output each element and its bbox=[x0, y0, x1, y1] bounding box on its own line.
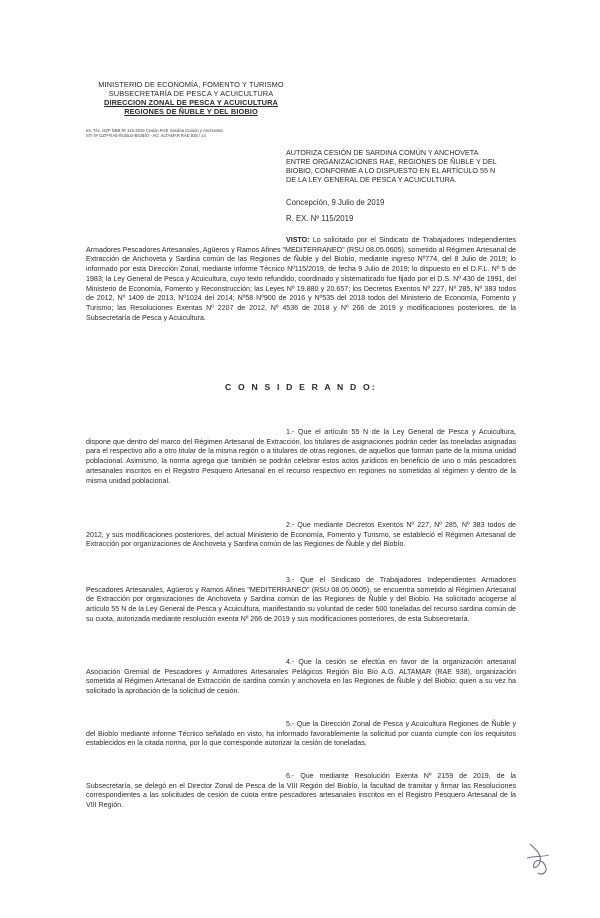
visto-label: VISTO: bbox=[286, 236, 310, 244]
visto-text: Lo solicitado por el Sindicato de Trabajadores Independientes Armadores Pescadores Artesanales, Agüeros y Ramos Afines "MEDITERRANEO" (RSU 08.05.0605), sometido al Régimen Artesanal de Extracción de Anchoveta y Sardina común de las Regiones de Ñuble y del Biobío, mediante ingreso Nº774, del 8 Julio de 2019; lo informado por esta Dirección Zonal, mediante informe Técnico Nº115/2019, de fecha 9 Julio de 2019; lo dispuesto en el D.F.L. Nº 5 de 1983; la Ley General de Pesca y Acuicultura, cuyo texto refundido, coordinado y sistematizado fue fijado por el D.S. Nº 430 de 1991, del Ministerio de Economía, Fomento y Reconstrucción; las Leyes Nº 19.880 y 20.657; los Decretos Exentos Nº 227, Nº 285, Nº 383 todos de 2012, Nº 1409 de 2013, Nº1024 del 2014; Nº58 Nº900 de 2016 y Nº535 del 2018 todos del Ministerio de Economía, Fomento y Turismo; las Resoluciones Exentas Nº 2207 de 2012, Nº 4536 de 2018 y Nº 266 de 2019 y modificaciones posteriores, de la Subsecretaría de Pesca y Acuicultura. bbox=[86, 236, 516, 322]
considerando-item-1: 1.- Que el artículo 55 N de la Ley General de Pesca y Acuicultura, dispone que dentro del marco del Régimen Artesanal de Extracción, los titulares de asignaciones podrán ceder las toneladas asignadas para el respectivo año a otro titular de la misma región o a titulares de otras regiones, de aquellos que forman parte de la misma unidad poblacional. Asimismo, la norma agrega que también se podrán celebrar estos actos jurídicos en beneficio de uno o más pescadores artesanales inscritos en el Registro Pesquero Artesanal en el recurso respectivo en regiones no sometidas al régimen y dentro de la misma unidad poblacional. bbox=[86, 428, 516, 485]
considerando-item-6: 6.- Que mediante Resolución Exenta Nº 2159 de 2019, de la Subsecretaría, se delegó en el Director Zonal de Pesca de la VIII Región del Biobío, la facultad de tramitar y firmar las Resoluciones correspondientes a las solicitudes de cesión de cuota entre pescadores artesanales inscritos en el Registro Pesquero Artesanal de la VIII Región. bbox=[86, 772, 516, 810]
considerando-item-3: 3.- Que el Sindicato de Trabajadores Independientes Armadores Pescadores Artesanales, Agüeros y Ramos Afines "MEDITERRANEO" (RSU 08.05.0605), se encuentra sometido al Régimen Artesanal de Extracción por organizaciones de Anchoveta y Sardina común de las Regiones de Ñuble y del Biobío. Ha solicitado acogerse al artículo 55 N de la Ley General de Pesca y Acuicultura, manifestando su voluntad de ceder 500 toneladas del recurso sardina común de su cuota, autorizada mediante resolución exenta Nº 266 de 2019 y sus modificaciones posteriores, de esta Subsecretaría. bbox=[86, 576, 516, 623]
meta-line-1: Int. Téc. DZP ÑBB Nº 115-2019 Cesión RAE Sardina Común y Anchoveta bbox=[86, 128, 223, 133]
ministry-line: MINISTERIO DE ECONOMÍA, FOMENTO Y TURISMO bbox=[98, 80, 284, 89]
subsecretariat-line: SUBSECRETARÍA DE PESCA Y ACUICULTURA bbox=[108, 89, 274, 98]
resolution-subject: AUTORIZA CESIÓN DE SARDINA COMÚN Y ANCHOVETA ENTRE ORGANIZACIONES RAE, REGIONES DE ÑUBLE Y DEL BIOBIO, CONFORME A LO DISPUESTO EN EL ARTÍCULO 55 N DE LA LEY GENERAL DE PESCA Y ACUICULTURA. bbox=[286, 148, 497, 184]
considerando-item-4: 4.- Que la cesión se efectúa en favor de la organización artesanal Asociación Gremial de Pescadores y Armadores Artesanales Pelágicos Región Bío Bío A.G. ALTAMAR (RAE 938), organización sometida al Régimen Artesanal de Extracción de sardina común y anchoveta en las Regiones de Ñuble y del Biobío; quien a su vez ha solicitado la aprobación de la solicitud de cesión. bbox=[86, 658, 516, 696]
resolution-date: Concepción, 9 Julio de 2019 bbox=[286, 198, 385, 207]
reference-meta bbox=[86, 128, 286, 138]
considerando-item-5: 5.- Que la Dirección Zonal de Pesca y Acuicultura Regiones de Ñuble y del Biobío mediante informe Técnico señalado en visto, ha informado favorablemente la solicitud por cuanto cumple con los requisitos establecidos en la citada norma, por lo que corresponde autorizar la cesión de toneladas. bbox=[86, 720, 516, 748]
issuer-header bbox=[86, 80, 296, 116]
regions-line: REGIONES DE ÑUBLE Y DEL BIOBIO bbox=[124, 107, 258, 116]
visto-paragraph bbox=[86, 236, 516, 323]
zonal-direction-line: DIRECCION ZONAL DE PESCA Y ACUICULTURA bbox=[104, 98, 278, 107]
meta-line-2: STI Nº DZP-RAE-ÑUBLE-BIOBÍO - AG. ALTAMAR RAE 938 / 14 bbox=[86, 133, 206, 139]
considerando-item-2: 2.- Que mediante Decretos Exentos Nº 227, Nº 285, Nº 383 todos de 2012, y sus modificaciones posteriores, del actual Ministerio de Economía, Fomento y Turismo, se estableció el Régimen Artesanal de Extracción por organizaciones de Anchoveta y Sardina común de las Regiones de Ñuble y del Biobío. bbox=[86, 521, 516, 549]
considerando-title: C O N S I D E R A N D O: bbox=[225, 382, 377, 392]
signature-mark bbox=[522, 838, 552, 878]
resolution-number: R. EX. Nº 115/2019 bbox=[286, 214, 354, 223]
